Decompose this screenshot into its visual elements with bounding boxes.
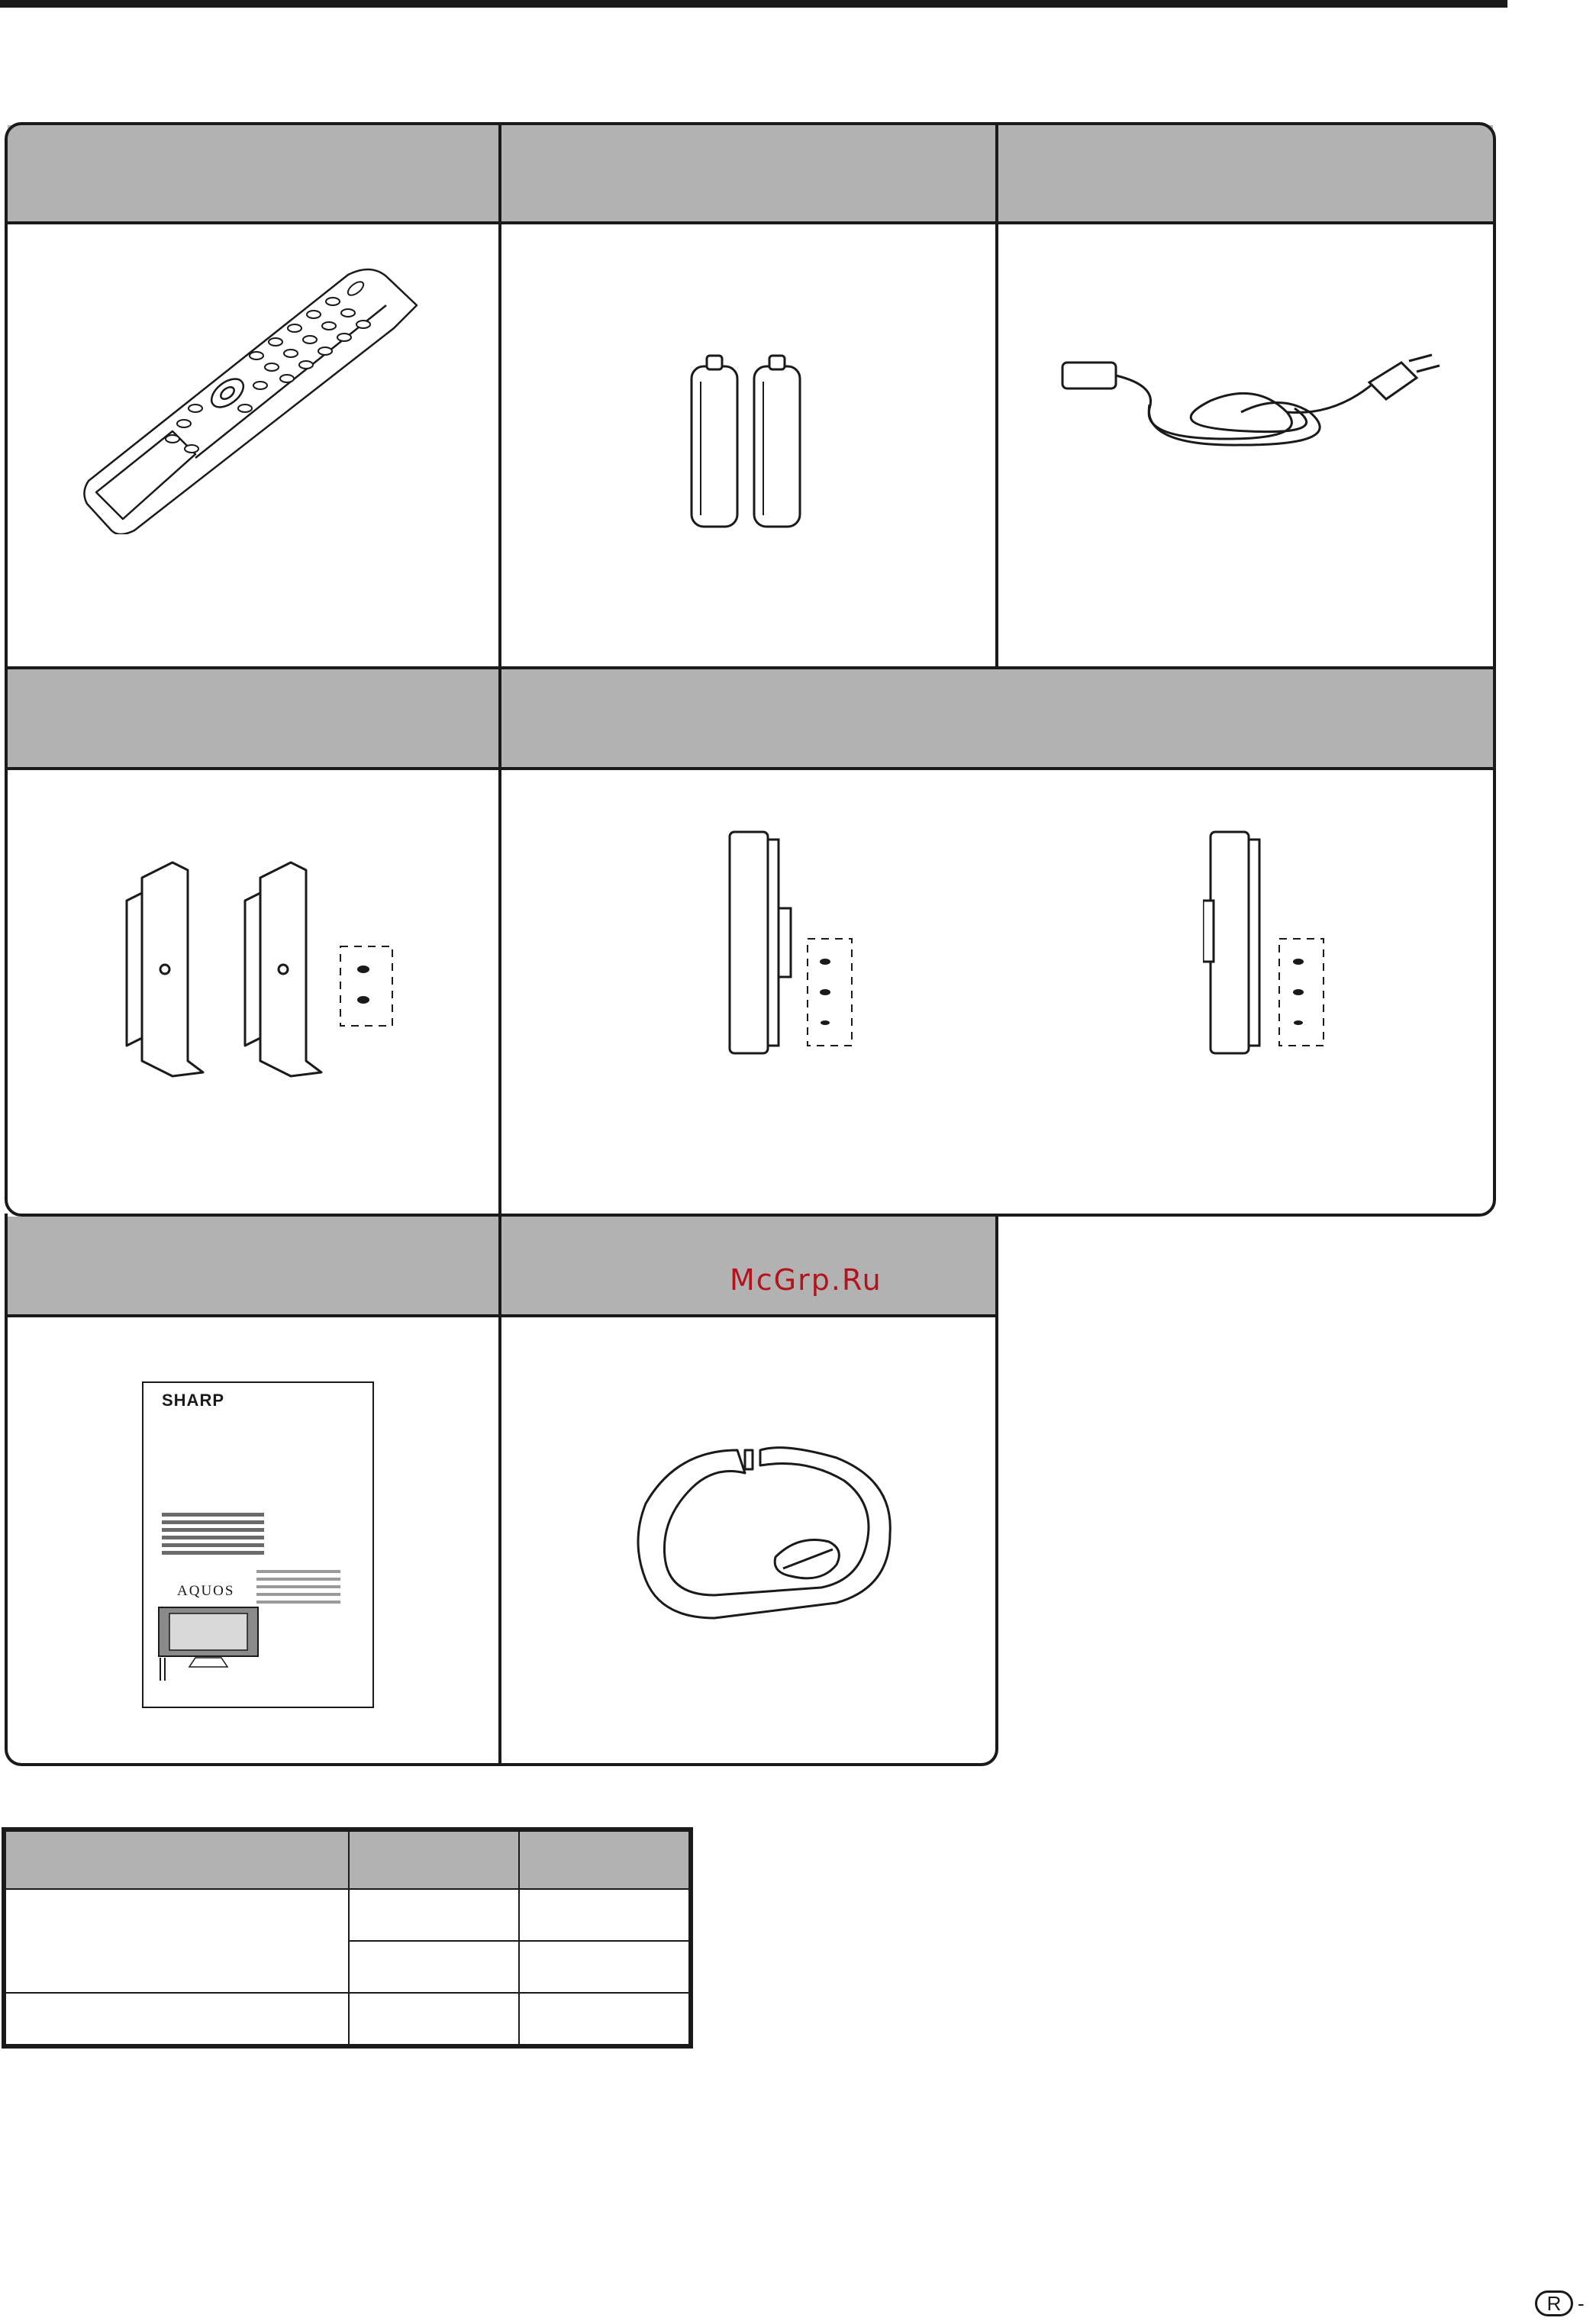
page-letter: R [1535,2290,1573,2316]
table-cell [349,1941,519,1993]
manual-text-lines [162,1513,264,1559]
divider [5,666,1496,669]
table-cell [4,1993,349,2046]
table-cell [519,1889,691,1941]
manual-model: AQUOS [177,1583,235,1599]
table-row [4,1889,691,1941]
watermark: McGrp.Ru [730,1263,882,1297]
accessories-grid [5,122,1496,1766]
divider [995,1214,998,1217]
table-row [4,1993,691,2046]
table-cell [4,1889,349,1993]
manual-brand: SHARP [162,1391,225,1410]
page-dash: - [1578,2291,1585,2315]
power-cord-icon [1058,340,1455,454]
table-cell [349,1993,519,2046]
table-header-cell [519,1829,691,1889]
divider [5,767,1496,770]
page-marker [1535,2288,1585,2319]
aa-batteries-icon [684,351,821,534]
tv-icon [157,1606,260,1682]
divider [5,1314,998,1317]
table-header-cell [4,1829,349,1889]
divider [5,221,1496,224]
table-header-row [4,1829,691,1889]
table-header-cell [349,1829,519,1889]
wall-brackets-icon [111,855,417,1084]
divider [498,122,501,1766]
top-rule [0,0,1507,8]
operation-manual-icon [142,1381,374,1708]
table-cell [349,1889,519,1941]
divider [995,122,998,666]
remote-control-icon [81,260,432,534]
speaker-pair-icon [722,824,859,1069]
speaker-pair-icon [1203,824,1340,1069]
manual-text-lines [256,1570,340,1604]
table-cell [519,1993,691,2046]
spec-table [2,1827,693,2049]
cable-clamp-icon [630,1435,898,1626]
table-cell [519,1941,691,1993]
